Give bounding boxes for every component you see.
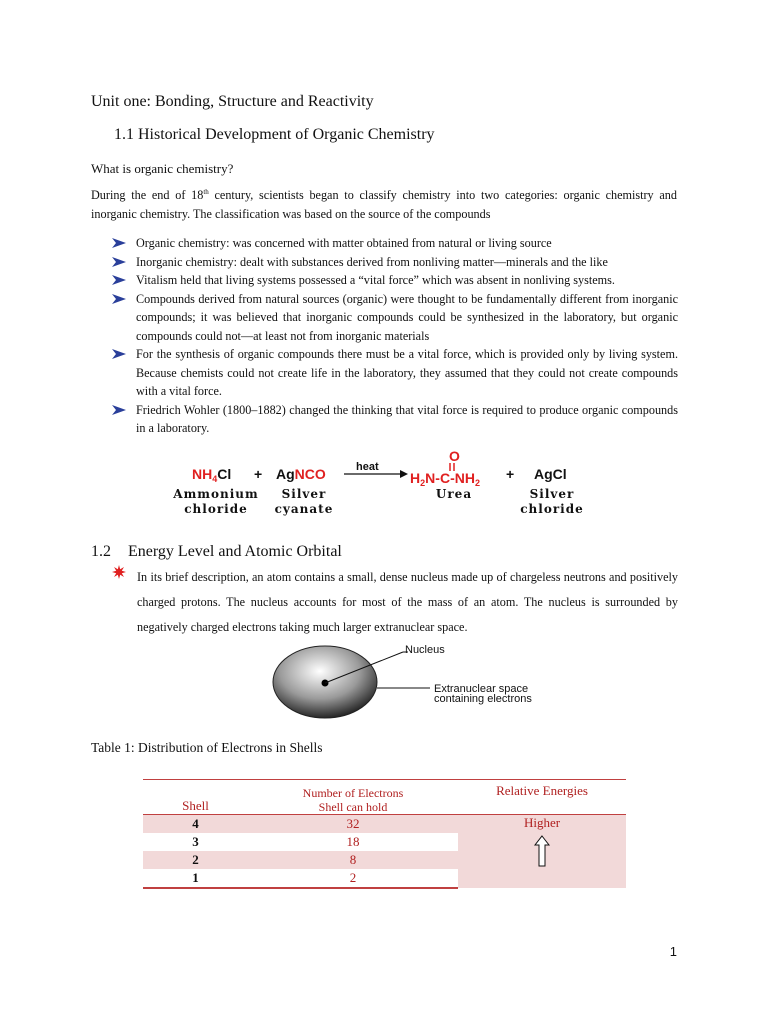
header-shell-label: Shell: [182, 798, 209, 813]
section-heading-1-2: [91, 543, 342, 561]
unit-heading: Unit one: Bonding, Structure and Reactivity: [91, 93, 374, 110]
arrow-label: heat: [356, 461, 379, 473]
product-urea-formula: $H_2N-C-NH_2$: [410, 470, 480, 488]
header-electrons: [248, 780, 458, 815]
table-caption: Table 1: Distribution of Electrons in Shells: [91, 740, 323, 755]
shell-cell: 1: [143, 869, 248, 888]
label-ammonium: Ammonium: [173, 487, 259, 501]
product-silver-chloride-formula: AgCl: [534, 466, 567, 482]
reaction-arrowhead: [400, 470, 408, 478]
list-item-text: Friedrich Wohler (1800–1882) changed the thinking that vital force is required to produce organic compounds in a laboratory.: [136, 402, 678, 435]
chevron-right-icon: [112, 405, 126, 415]
list-item: [112, 253, 678, 272]
atom-diagram: [270, 640, 590, 720]
table-header-row: [143, 780, 626, 815]
label-cyanate: cyanate: [274, 502, 334, 516]
energy-label: Higher: [523, 815, 561, 830]
starburst-bullet-icon: [112, 565, 126, 579]
extranuclear-label: Extranuclear space: [434, 683, 529, 695]
label-silver: Silver: [529, 487, 575, 501]
section-heading-1-1: 1.1 Historical Development of Organic Chemistry: [114, 126, 435, 143]
plus-sign: +: [506, 466, 515, 482]
wohler-reaction-diagram: [173, 448, 592, 520]
electrons-cell: 18: [346, 834, 360, 849]
electrons-cell: 2: [248, 869, 458, 888]
table-row: [143, 815, 626, 834]
chevron-right-icon: [112, 294, 126, 304]
reactant-silver-cyanate-formula: AgNCO: [276, 466, 326, 482]
intro-superscript: th: [203, 188, 209, 196]
reactant-ammonium-chloride-formula: $NH_4Cl$: [192, 466, 232, 484]
list-item: [112, 401, 678, 438]
section-title: Energy Level and Atomic Orbital: [128, 543, 342, 560]
chevron-right-icon: [112, 257, 126, 267]
electrons-cell: 32: [248, 815, 458, 834]
list-item: [112, 345, 678, 401]
intro-text-start: During the end of 18: [91, 188, 204, 203]
question-heading: What is organic chemistry?: [91, 161, 234, 176]
list-item-text: Vitalism held that living systems possessed a “vital force” which was absent in nonliving systems.: [136, 273, 615, 287]
header-electrons-line2: Shell can hold: [318, 800, 388, 814]
extranuclear-label-line2: containing electrons: [434, 693, 532, 705]
list-item-text: Compounds derived from natural sources (organic) were thought to be fundamentally different from inorganic compounds; it was believed that inorganic compounds could be synthesized in the laboratory, but organic compounds could not—at least not from inorganic materials: [136, 291, 678, 343]
history-bullet-list: [112, 234, 678, 438]
label-urea: Urea: [435, 487, 473, 501]
intro-text-end: century, scientists began to classify chemistry into two categories: organic chemistry and inorganic chemistry. The classification was based on the source of the compounds: [91, 188, 677, 222]
relative-energy-cell: [458, 815, 626, 889]
chevron-right-icon: [112, 275, 126, 285]
shell-cell: 3: [192, 834, 199, 849]
label-silver: Silver: [281, 487, 327, 501]
label-chloride: chloride: [520, 502, 584, 516]
list-item-text: For the synthesis of organic compounds there must be a vital force, which is provided only by living system. Because chemists could not create life in the laboratory, they assumed that they could not create compounds with a vital force.: [136, 347, 678, 398]
intro-paragraph: [91, 183, 677, 224]
list-item: [112, 271, 678, 290]
urea-oxygen-atom: O: [449, 448, 460, 464]
page-number: 1: [669, 944, 677, 959]
chevron-right-icon: [112, 238, 126, 248]
label-chloride: chloride: [184, 502, 248, 516]
section-number: 1.2: [91, 543, 111, 560]
list-item-text: Inorganic chemistry: dealt with substances derived from nonliving matter—minerals and the like: [136, 254, 608, 269]
list-item-text: Organic chemistry: was concerned with matter obtained from natural or living source: [136, 236, 552, 250]
header-relative-energies: Relative Energies: [458, 780, 626, 815]
chevron-right-icon: [112, 349, 126, 359]
header-electrons-line1: Number of Electrons: [302, 786, 404, 800]
list-item: [112, 234, 678, 253]
shell-cell: 4: [143, 815, 248, 834]
list-item: [112, 290, 678, 346]
atom-description: In its brief description, an atom contains a small, dense nucleus made up of chargeless neutrons and positively charged protons. The nucleus accounts for most of the mass of an atom. The nucleus is surrounded by negatively charged electrons taking much larger extranuclear space.: [137, 570, 678, 634]
electrons-cell: 8: [248, 851, 458, 869]
arrow-up-icon: [534, 835, 550, 867]
electron-shell-table: [143, 779, 626, 889]
plus-sign: +: [254, 466, 263, 482]
header-shell: [143, 780, 248, 815]
shell-cell: 2: [143, 851, 248, 869]
nucleus-label: Nucleus: [405, 644, 445, 656]
